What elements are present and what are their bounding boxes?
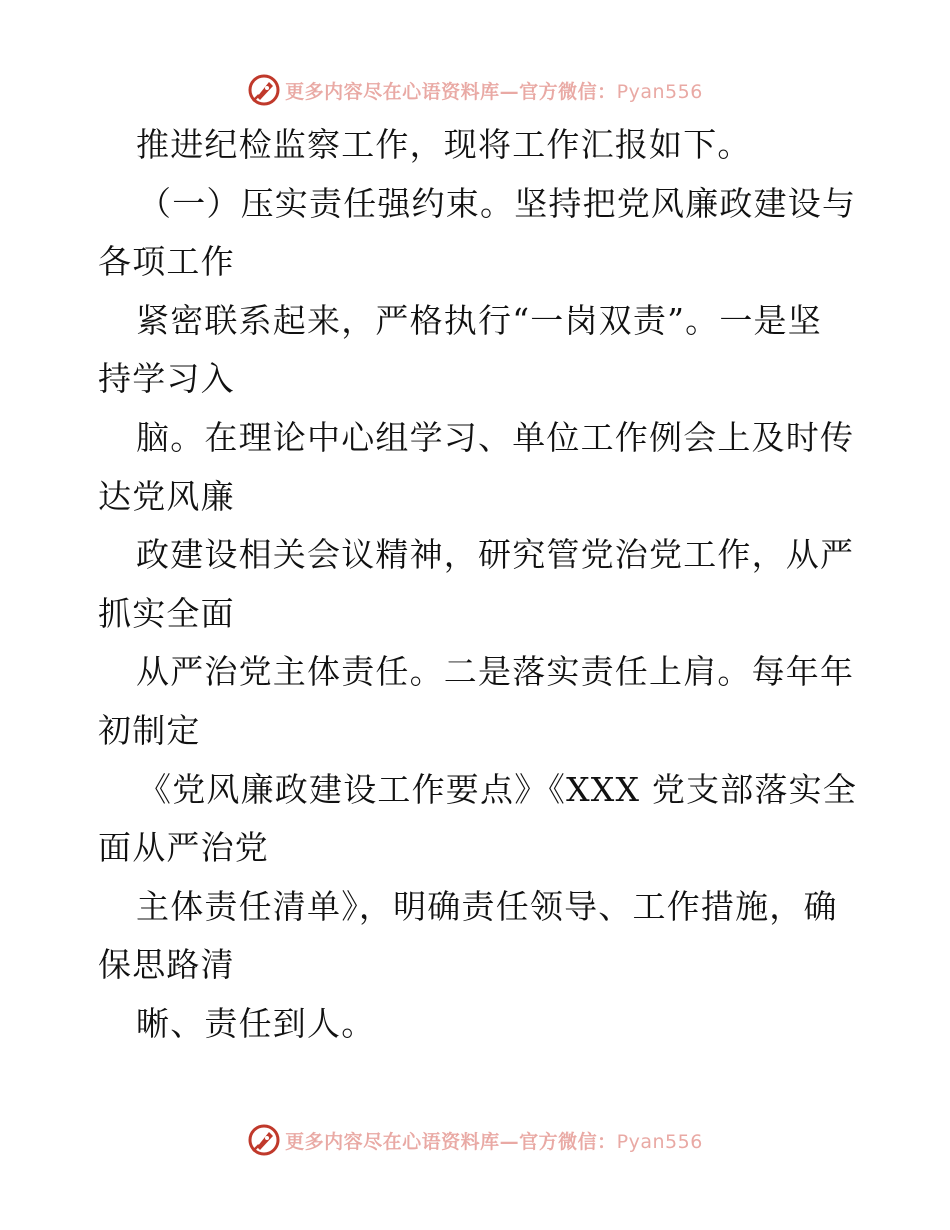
body-line: 晰、责任到人。 (136, 1003, 376, 1043)
pen-nib-logo-icon (247, 1123, 281, 1157)
body-line: 紧密联系起来，严格执行“一岗双责”。一是坚 (136, 300, 822, 340)
body-line: 政建设相关会议精神，研究管党治党工作，从严 (136, 535, 855, 575)
header-wechat-id: Pyan556 (616, 80, 703, 103)
footer-watermark (0, 1120, 950, 1160)
footer-wechat-id: Pyan556 (616, 1130, 703, 1153)
body-line: 保思路清 (98, 945, 235, 985)
body-line: （一）压实责任强约束。坚持把党风廉政建设与 (138, 183, 857, 223)
body-line: 从严治党主体责任。二是落实责任上肩。每年年 (136, 652, 855, 692)
footer-watermark-text: 更多内容尽在心语资料库—官方微信： (285, 1130, 617, 1153)
header-watermark-text: 更多内容尽在心语资料库—官方微信： (285, 80, 617, 103)
body-line: 各项工作 (98, 242, 235, 282)
body-line: 初制定 (98, 710, 201, 750)
body-line: 主体责任清单》，明确责任领导、工作措施，确 (136, 886, 838, 926)
pen-nib-logo-icon (247, 73, 281, 107)
body-line: 《党风廉政建设工作要点》《XXX 党支部落实全 (138, 769, 858, 809)
body-line: 持学习入 (98, 359, 235, 399)
body-line: 达党风廉 (98, 476, 235, 516)
body-line: 面从严治党 (98, 828, 269, 868)
body-line: 脑。在理论中心组学习、单位工作例会上及时传 (136, 417, 855, 457)
header-watermark (0, 70, 950, 110)
body-line: 抓实全面 (98, 593, 235, 633)
document-body (98, 116, 858, 1054)
body-line: 推进纪检监察工作，现将工作汇报如下。 (136, 125, 752, 164)
